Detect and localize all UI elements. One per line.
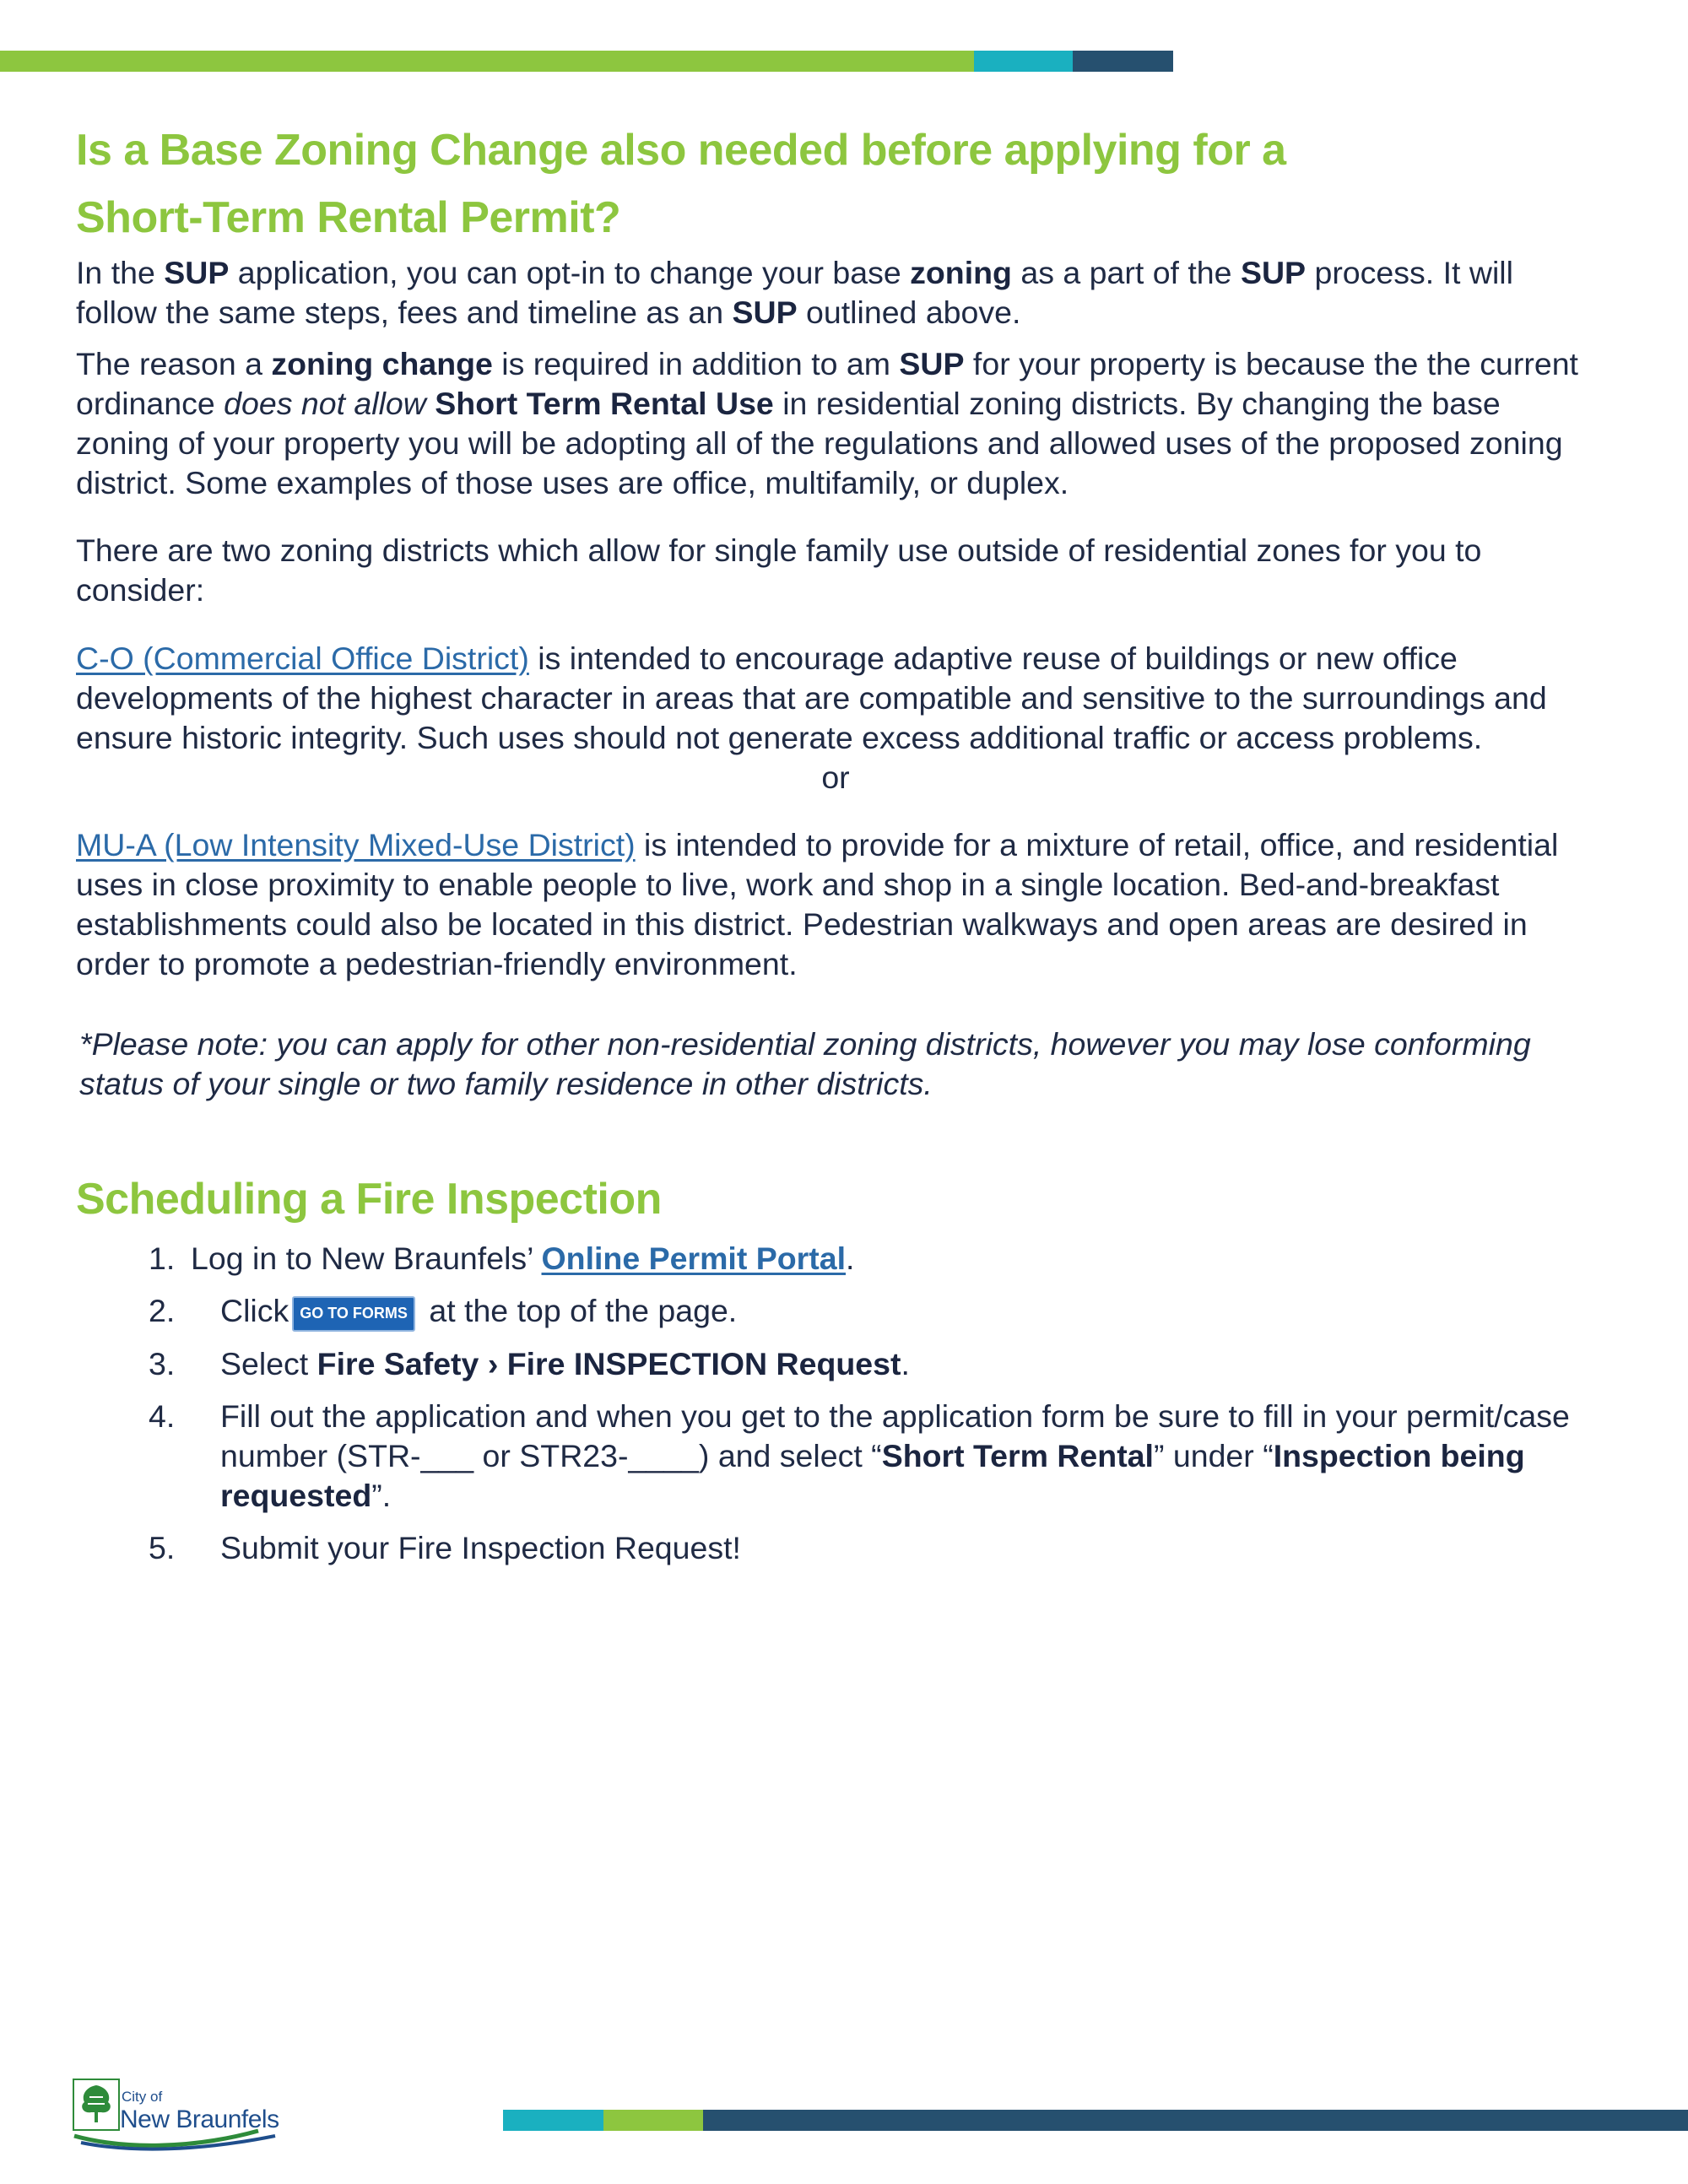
text-run: application, you can opt-in to change your base — [229, 255, 911, 290]
text-run: . — [901, 1346, 910, 1381]
bottom-bar-navy-segment — [703, 2110, 1688, 2131]
text-run: The reason a — [76, 346, 272, 381]
bottom-bar-teal-segment — [503, 2110, 603, 2131]
co-district-link[interactable]: C-O (Commercial Office District) — [76, 641, 529, 676]
step-text: Submit your Fire Inspection Request! — [220, 1530, 741, 1565]
text-run: at the top of the page. — [419, 1293, 738, 1328]
text-run: in residential zoning districts. By changing the base zoning of your property you will be adopting all of the regulations and allowed uses of the proposed zoning district. Some examples of those uses are office, multifamily, or duplex. — [76, 386, 1563, 500]
zoning-heading-line1: Is a Base Zoning Change also needed before applying for a — [76, 126, 1286, 175]
step-number: 2. — [149, 1293, 176, 1328]
go-to-forms-button[interactable]: GO TO FORMS — [292, 1296, 415, 1332]
fire-inspection-steps — [76, 1239, 1595, 1568]
bold-inspection-being-requested: Inspection being requested — [220, 1438, 1525, 1513]
co-district-paragraph — [76, 639, 1595, 758]
mua-district-description: is intended to provide for a mixture of retail, office, and residential uses in close proximity to enable people to live, work and shop in a single location. Bed-and-breakfast establishments could also be located in this district. Pedestrian walkways and open areas are desired in order to promote a pedestrian-friendly environment. — [76, 827, 1559, 981]
bold-short-term-rental-use: Short Term Rental Use — [435, 386, 774, 421]
bottom-accent-bar — [503, 2110, 1688, 2131]
text-run: Select — [220, 1346, 317, 1381]
text-run: is required in addition to am — [492, 346, 900, 381]
text-run — [426, 386, 435, 421]
top-bar-navy-segment — [1073, 51, 1173, 72]
online-permit-portal-link[interactable]: Online Permit Portal — [541, 1241, 847, 1276]
bold-zoning-change: zoning change — [271, 346, 493, 381]
logo-new-braunfels: New Braunfels — [120, 2106, 279, 2133]
top-bar-green-segment — [0, 51, 974, 72]
step-number: 5. — [149, 1530, 176, 1565]
zoning-reason-paragraph — [76, 344, 1595, 503]
step-text — [220, 1397, 1595, 1516]
page-content — [76, 116, 1595, 1581]
text-run: for your property is because the the current ordinance — [76, 346, 1578, 421]
text-run: ” under “ — [1153, 1438, 1274, 1473]
bold-sup: SUP — [899, 346, 965, 381]
step-item — [76, 1528, 1595, 1568]
top-bar-teal-segment — [974, 51, 1073, 72]
zoning-heading — [76, 116, 1595, 251]
bold-fire-safety-path: Fire Safety › Fire INSPECTION Request — [316, 1346, 901, 1381]
mua-district-paragraph — [76, 825, 1595, 984]
sup-opt-in-paragraph — [76, 253, 1595, 332]
text-run: ”. — [371, 1478, 392, 1513]
text-run: Log in to New Braunfels’ — [191, 1241, 542, 1276]
bold-zoning: zoning — [910, 255, 1012, 290]
text-run: In the — [76, 255, 165, 290]
step-number: 4. — [149, 1398, 176, 1434]
step-item — [76, 1291, 1595, 1332]
fire-inspection-heading: Scheduling a Fire Inspection — [76, 1175, 662, 1224]
tree-icon — [73, 2079, 120, 2131]
text-run: outlined above. — [797, 295, 1021, 330]
bold-short-term-rental: Short Term Rental — [881, 1438, 1154, 1473]
step-item — [76, 1344, 1595, 1384]
step-text — [220, 1291, 1595, 1332]
bold-sup: SUP — [732, 295, 798, 330]
text-run: Click — [220, 1293, 289, 1328]
bold-sup: SUP — [164, 255, 230, 290]
step-number: 3. — [149, 1346, 176, 1381]
step-number: 1. — [149, 1241, 176, 1276]
step-text — [191, 1239, 1595, 1279]
step-text — [220, 1344, 1595, 1384]
zoning-heading-line2: Short-Term Rental Permit? — [76, 193, 621, 242]
text-run: Fill out the application and when you get to the application form be sure to fill in your permit/case number (STR-___ or STR23-____) and select “ — [220, 1398, 1570, 1473]
text-run: . — [846, 1241, 855, 1276]
city-logo — [73, 2079, 284, 2154]
two-districts-paragraph: There are two zoning districts which allow for single family use outside of residential zones for you to consider: — [76, 532, 1482, 608]
step-item — [76, 1397, 1595, 1516]
logo-city-of: City of — [122, 2089, 163, 2105]
please-note-paragraph: *Please note: you can apply for other non-residential zoning districts, however you may lose conforming status of your single or two family residence in other districts. — [79, 1026, 1531, 1101]
bottom-bar-green-segment — [603, 2110, 703, 2131]
or-separator: or — [821, 760, 850, 795]
co-district-description: is intended to encourage adaptive reuse of buildings or new office developments of the highest character in areas that are compatible and sensitive to the surroundings and ensure historic integrity. Such uses should not generate excess additional traffic or access problems. — [76, 641, 1547, 755]
italic-does-not-allow: does not allow — [224, 386, 426, 421]
step-item — [76, 1239, 1595, 1279]
top-accent-bar — [0, 51, 1173, 72]
text-run: process. It will follow the same steps, fees and timeline as an — [76, 255, 1513, 330]
mua-district-link[interactable]: MU-A (Low Intensity Mixed-Use District) — [76, 827, 636, 862]
text-run: as a part of the — [1011, 255, 1241, 290]
bold-sup: SUP — [1240, 255, 1307, 290]
